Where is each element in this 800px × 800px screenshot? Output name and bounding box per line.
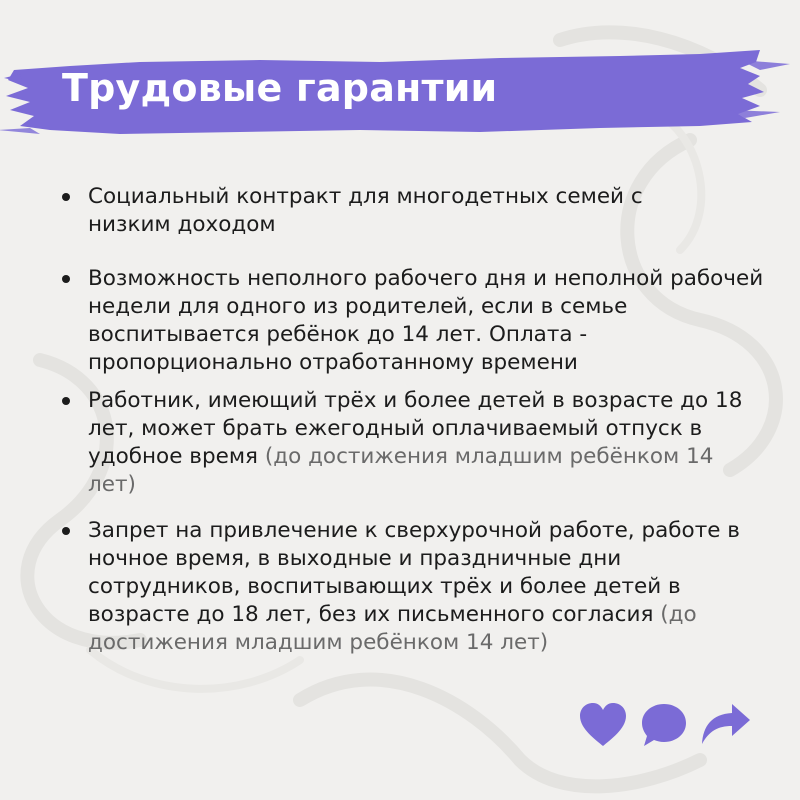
bullet-icon <box>62 527 70 535</box>
item-note: (до достижения младшим ребёнком 14 лет) <box>88 602 697 655</box>
heart-icon[interactable] <box>578 702 628 748</box>
item-text: Работник, имеющий трёх и более детей в возрасте до 18 лет, может брать ежегодный оплачиваемый отпуск в удобное время <box>88 388 743 469</box>
action-bar <box>578 702 758 750</box>
page-title: Трудовые гарантии <box>62 66 498 110</box>
item-text: Возможность неполного рабочего дня и неполной рабочей недели для одного из родителей, если в семье воспитывается ребёнок до 14 лет. Оплата - пропорционально отработанному времени <box>88 266 764 375</box>
bullet-icon <box>62 193 70 201</box>
item-text: Социальный контракт для многодетных семей с низким доходом <box>88 184 643 237</box>
title-banner <box>0 40 800 145</box>
bullet-icon <box>62 275 70 283</box>
item-note: (до достижения младшим ребёнком 14 лет) <box>88 444 714 497</box>
item-text: Запрет на привлечение к сверхурочной работе, работе в ночное время, в выходные и праздничные дни сотрудников, воспитывающих трёх и более детей в возрасте до 18 лет, без их письменного согласия <box>88 518 740 627</box>
bullet-icon <box>62 397 70 405</box>
comment-icon[interactable] <box>640 702 688 748</box>
share-icon[interactable] <box>700 702 752 748</box>
